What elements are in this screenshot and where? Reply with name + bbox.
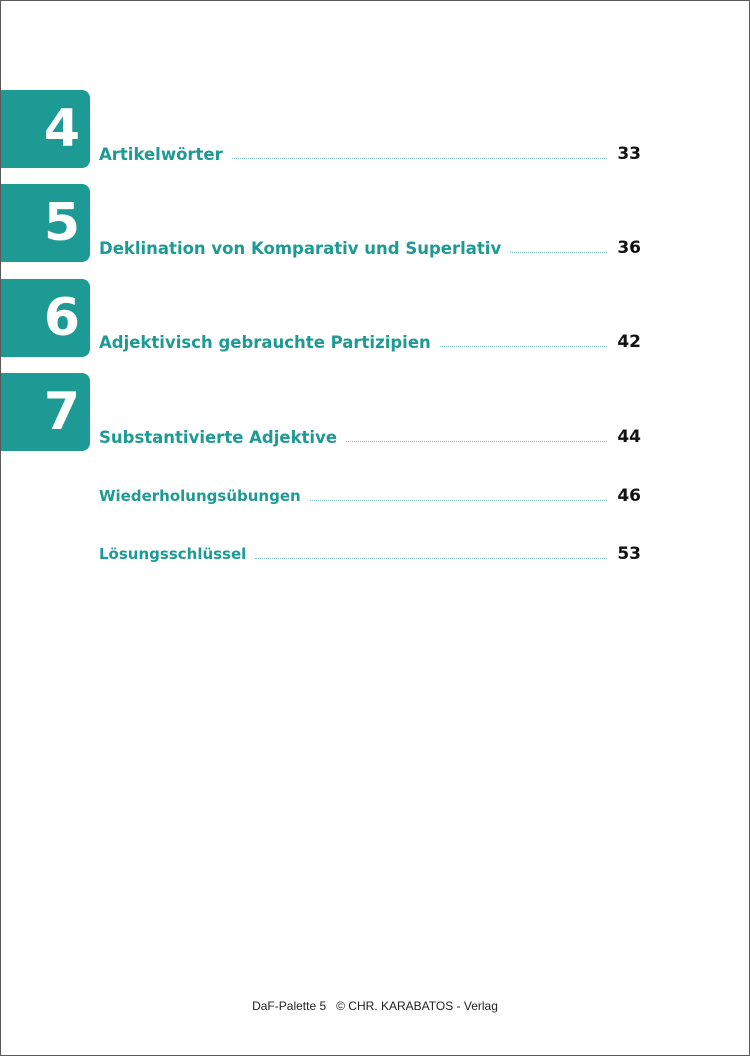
dot-leader (232, 158, 607, 159)
toc-entry[interactable] (99, 329, 641, 355)
toc-entry-page: 53 (617, 544, 641, 564)
toc-entry-title: Wiederholungsübungen (99, 487, 301, 505)
toc-entry[interactable] (99, 483, 641, 509)
toc-entry-title: Adjektivisch gebrauchte Partizipien (99, 332, 431, 352)
toc-entry[interactable] (99, 541, 641, 567)
toc-entry-title: Lösungsschlüssel (99, 545, 247, 563)
toc-entry-page: 36 (617, 238, 641, 258)
toc-entry[interactable] (99, 235, 641, 261)
toc-entry-title: Substantivierte Adjektive (99, 427, 338, 447)
dot-leader (310, 500, 607, 501)
toc-entry[interactable] (99, 424, 641, 450)
chapter-number-tab: 4 (1, 90, 90, 168)
toc-entry-page: 44 (617, 427, 641, 447)
toc-entry[interactable] (99, 141, 641, 167)
toc-entry-page: 42 (617, 332, 641, 352)
toc-entry-page: 33 (617, 144, 641, 164)
dot-leader (255, 558, 607, 559)
toc-entry-page: 46 (617, 486, 641, 506)
chapter-number-tab: 6 (1, 279, 90, 357)
chapter-number-tab: 5 (1, 184, 90, 262)
page-footer: DaF-Palette 5 © CHR. KARABATOS - Verlag (252, 999, 498, 1013)
dot-leader (346, 441, 607, 442)
chapter-number-tab: 7 (1, 373, 90, 451)
dot-leader (510, 252, 607, 253)
toc-entry-title: Deklination von Komparativ und Superlativ (99, 238, 502, 258)
dot-leader (440, 346, 607, 347)
toc-entry-title: Artikelwörter (99, 144, 223, 164)
